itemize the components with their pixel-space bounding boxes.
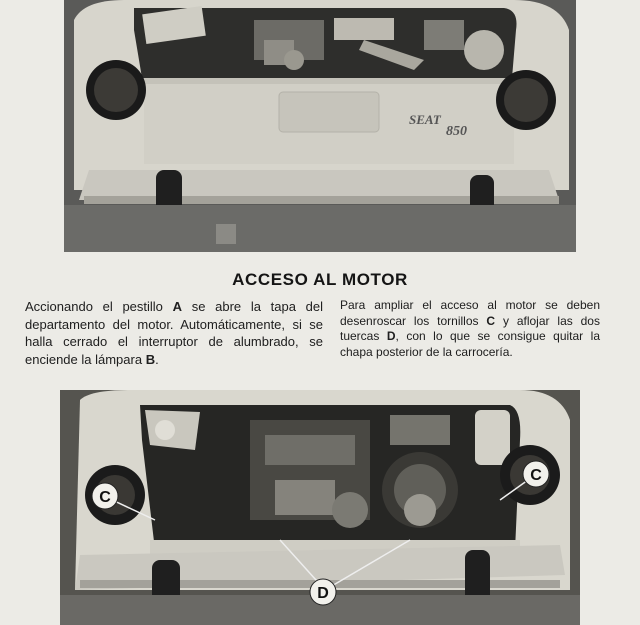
- model-badge: 850: [446, 124, 467, 139]
- seat-badge: SEAT: [409, 112, 441, 127]
- left-paragraph: Accionando el pestillo A se abre la tapa del departamento del motor. Automáticamente, si se halla cerrado el interruptor de alumbrado, se enciende la lámpara B.: [25, 299, 324, 367]
- callout-d: D: [317, 585, 329, 602]
- label-d: D: [386, 329, 396, 344]
- engine-lid-open-photo: [64, 0, 576, 252]
- right-paragraph: Para ampliar el acceso al motor se deben desenroscar los tornillos C y aflojar las dos tuercas D, con lo que se consigue quitar la chapa posterior de la carrocería.: [340, 298, 601, 359]
- label-c: C: [486, 313, 496, 328]
- label-a: A: [172, 299, 183, 314]
- engine-bay-photo: [60, 390, 580, 625]
- section-title: ACCESO AL MOTOR: [232, 270, 408, 289]
- callout-c-left: C: [99, 489, 111, 506]
- label-b: B: [145, 351, 156, 367]
- callout-c-right: C: [530, 467, 542, 484]
